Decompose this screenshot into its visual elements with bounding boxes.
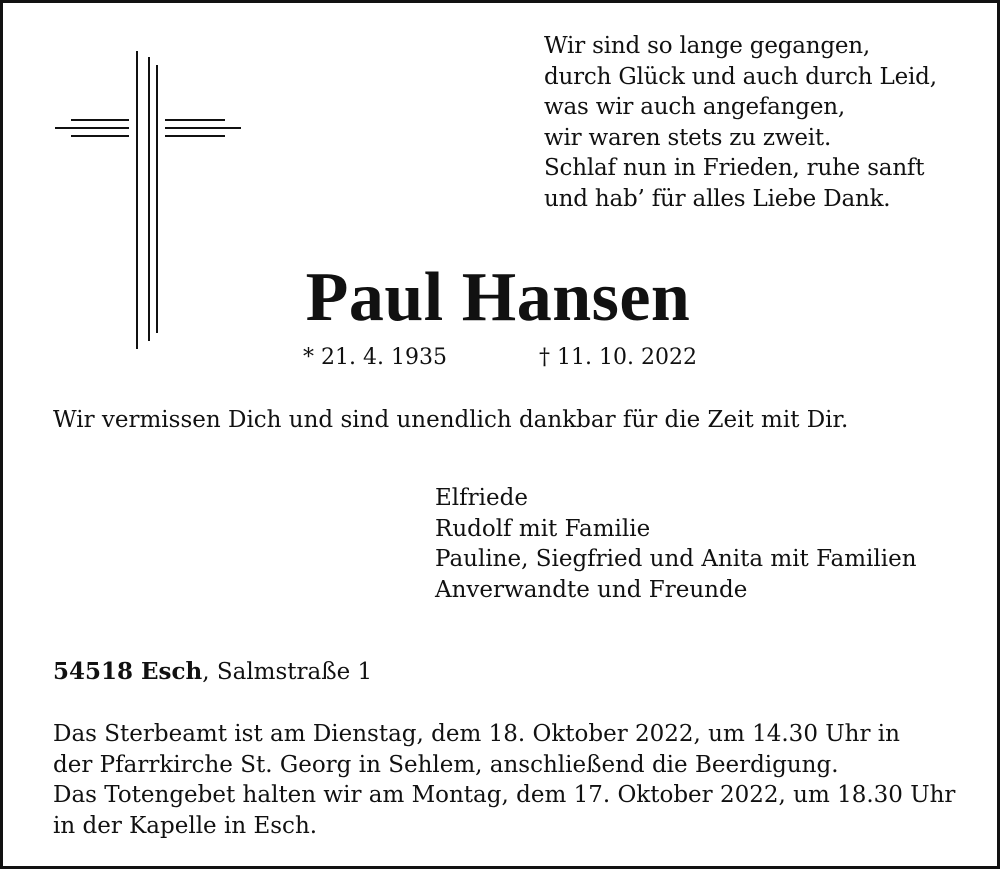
death-date: † 11. 10. 2022 (539, 345, 697, 370)
mourner: Anverwandte und Freunde (435, 576, 748, 603)
address-place: 54518 Esch (53, 658, 203, 685)
poem-line: durch Glück und auch durch Leid, (544, 63, 937, 90)
mourning-address (53, 656, 372, 688)
birth-date: * 21. 4. 1935 (303, 345, 447, 370)
mourner: Pauline, Siegfried und Anita mit Familien (435, 546, 917, 572)
service-line: Das Sterbeamt ist am Dienstag, dem 18. Oktober 2022, um 14.30 Uhr in (53, 721, 900, 747)
mourner: Rudolf mit Familie (435, 515, 651, 542)
poem-line: und hab’ für alles Liebe Dank. (544, 185, 891, 212)
poem (544, 31, 937, 214)
mourners-list (435, 483, 917, 605)
poem-line: Schlaf nun in Frieden, ruhe sanft (544, 155, 925, 181)
mourner: Elfriede (435, 485, 528, 511)
poem-line: was wir auch angefangen, (544, 94, 845, 120)
service-line: Das Totengebet halten wir am Montag, dem 17. Oktober 2022, um 18.30 Uhr (53, 782, 956, 808)
farewell-message: Wir vermissen Dich und sind unendlich dankbar für die Zeit mit Dir. (53, 407, 849, 433)
address-street: , Salmstraße 1 (202, 659, 373, 685)
poem-line: Wir sind so lange gegangen, (544, 33, 871, 59)
deceased-name: Paul Hansen (305, 259, 691, 336)
service-line: in der Kapelle in Esch. (53, 812, 318, 839)
poem-line: wir waren stets zu zweit. (544, 124, 832, 151)
funeral-service-info (53, 719, 955, 841)
service-line: der Pfarrkirche St. Georg in Sehlem, anschließend die Beerdigung. (53, 751, 839, 778)
